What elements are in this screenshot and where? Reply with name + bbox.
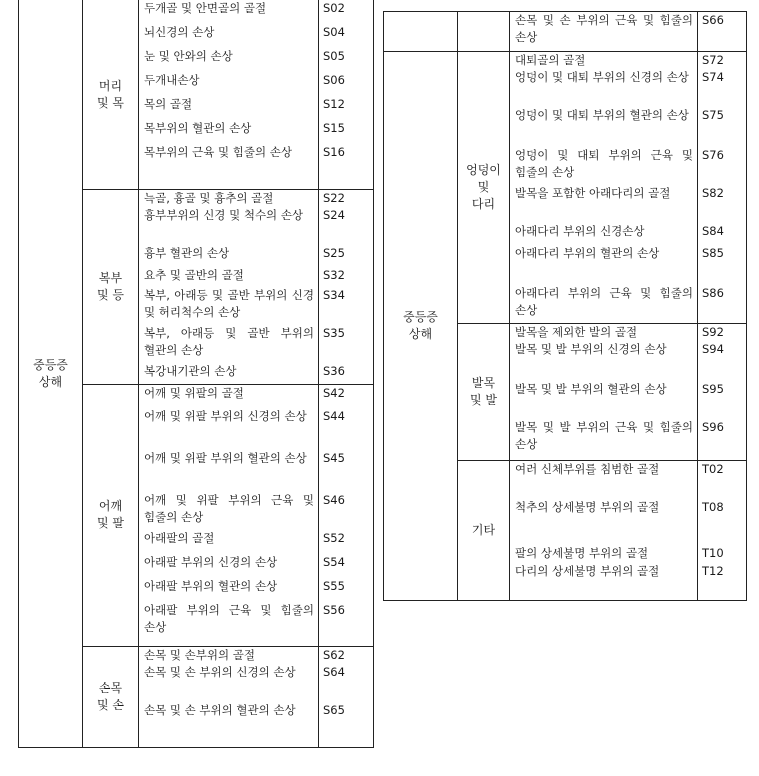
diagnosis-code: S74 xyxy=(698,69,747,107)
diagnosis-code: S36 xyxy=(319,363,374,384)
diagnosis-code: S62 xyxy=(319,646,374,664)
injury-description: 엉덩이 및 대퇴 부위의 혈관의 손상 xyxy=(510,107,698,147)
injury-description: 복부, 아래등 및 골반 부위의 혈관의 손상 xyxy=(139,325,319,363)
injury-description: 발목을 포함한 아래다리의 골절 xyxy=(510,185,698,223)
injury-description: 흉부부위의 신경 및 척수의 손상 xyxy=(139,207,319,245)
diagnosis-code: T02 xyxy=(698,461,747,499)
injury-description: 손목 및 손부위의 골절 xyxy=(139,646,319,664)
diagnosis-code: S96 xyxy=(698,419,747,461)
injury-description: 아래팔의 골절 xyxy=(139,530,319,554)
diagnosis-code: S84 xyxy=(698,223,747,245)
injury-description: 발목 및 발 부위의 신경의 손상 xyxy=(510,341,698,381)
diagnosis-code: T12 xyxy=(698,563,747,601)
table-row xyxy=(19,0,374,24)
diagnosis-code: S86 xyxy=(698,285,747,323)
body-region: 어깨 및 팔 xyxy=(83,384,139,646)
injury-description: 손목 및 손 부위의 혈관의 손상 xyxy=(139,702,319,748)
diagnosis-code: S45 xyxy=(319,450,374,492)
diagnosis-code: S72 xyxy=(698,52,747,70)
injury-description: 여러 신체부위를 침범한 골절 xyxy=(510,461,698,499)
diagnosis-code: S52 xyxy=(319,530,374,554)
injury-description: 엉덩이 및 대퇴 부위의 신경의 손상 xyxy=(510,69,698,107)
diagnosis-code: S56 xyxy=(319,602,374,646)
injury-description: 흉부 혈관의 손상 xyxy=(139,245,319,267)
diagnosis-code: T08 xyxy=(698,499,747,545)
injury-description: 아래다리 부위의 근육 및 힘줄의 손상 xyxy=(510,285,698,323)
injury-description: 팔의 상세불명 부위의 골절 xyxy=(510,545,698,563)
diagnosis-code: S05 xyxy=(319,48,374,72)
body-region: 손목 및 손 xyxy=(83,646,139,748)
diagnosis-code: S25 xyxy=(319,245,374,267)
body-region: 기타 xyxy=(458,461,510,601)
blank-cell xyxy=(384,12,458,52)
diagnosis-code: S44 xyxy=(319,408,374,450)
diagnosis-code: S04 xyxy=(319,24,374,48)
diagnosis-code: S94 xyxy=(698,341,747,381)
injury-description: 척추의 상세불명 부위의 골절 xyxy=(510,499,698,545)
injury-description: 두개내손상 xyxy=(139,72,319,96)
page-bottom-blank xyxy=(380,633,759,776)
injury-description: 뇌신경의 손상 xyxy=(139,24,319,48)
diagnosis-code: S35 xyxy=(319,325,374,363)
injury-description: 엉덩이 및 대퇴 부위의 근육 및 힘줄의 손상 xyxy=(510,147,698,185)
diagnosis-code: S92 xyxy=(698,323,747,341)
blank-cell xyxy=(458,12,510,52)
diagnosis-code: S02 xyxy=(319,0,374,24)
injury-description: 아래다리 부위의 혈관의 손상 xyxy=(510,245,698,285)
diagnosis-code: S82 xyxy=(698,185,747,223)
diagnosis-code: S65 xyxy=(319,702,374,748)
diagnosis-code: S66 xyxy=(698,12,747,52)
diagnosis-code: S32 xyxy=(319,267,374,287)
injury-code-table-right xyxy=(383,11,747,601)
diagnosis-code: S85 xyxy=(698,245,747,285)
injury-description: 손목 및 손 부위의 신경의 손상 xyxy=(139,664,319,702)
injury-description: 다리의 상세불명 부위의 골절 xyxy=(510,563,698,601)
injury-description: 목부위의 근육 및 힘줄의 손상 xyxy=(139,144,319,190)
diagnosis-code: S22 xyxy=(319,190,374,208)
body-region: 복부 및 등 xyxy=(83,190,139,385)
injury-description: 손목 및 손 부위의 근육 및 힘줄의 손상 xyxy=(510,12,698,52)
body-region: 엉덩이 및 다리 xyxy=(458,52,510,324)
diagnosis-code: S64 xyxy=(319,664,374,702)
injury-description: 목부위의 혈관의 손상 xyxy=(139,120,319,144)
severity-category: 중등증 상해 xyxy=(384,52,458,601)
injury-description: 아래팔 부위의 혈관의 손상 xyxy=(139,578,319,602)
diagnosis-code: S76 xyxy=(698,147,747,185)
injury-description: 발목을 제외한 발의 골절 xyxy=(510,323,698,341)
injury-code-table-left xyxy=(18,0,374,748)
injury-description: 복강내기관의 손상 xyxy=(139,363,319,384)
diagnosis-code: S34 xyxy=(319,287,374,325)
diagnosis-code: S75 xyxy=(698,107,747,147)
body-region: 머리 및 목 xyxy=(83,0,139,190)
injury-description: 발목 및 발 부위의 혈관의 손상 xyxy=(510,381,698,419)
diagnosis-code: S95 xyxy=(698,381,747,419)
diagnosis-code: T10 xyxy=(698,545,747,563)
table-row xyxy=(384,52,747,70)
injury-description: 아래다리 부위의 신경손상 xyxy=(510,223,698,245)
injury-description: 발목 및 발 부위의 근육 및 힘줄의 손상 xyxy=(510,419,698,461)
injury-description: 목의 골절 xyxy=(139,96,319,120)
injury-description: 아래팔 부위의 근육 및 힘줄의 손상 xyxy=(139,602,319,646)
injury-description: 요추 및 골반의 골절 xyxy=(139,267,319,287)
injury-description: 어깨 및 위팔 부위의 근육 및 힘줄의 손상 xyxy=(139,492,319,530)
diagnosis-code: S15 xyxy=(319,120,374,144)
diagnosis-code: S16 xyxy=(319,144,374,190)
injury-description: 대퇴골의 골절 xyxy=(510,52,698,70)
diagnosis-code: S12 xyxy=(319,96,374,120)
injury-description: 눈 및 안와의 손상 xyxy=(139,48,319,72)
injury-description: 늑골, 흉골 및 흉추의 골절 xyxy=(139,190,319,208)
diagnosis-code: S42 xyxy=(319,384,374,408)
diagnosis-code: S54 xyxy=(319,554,374,578)
injury-description: 두개골 및 안면골의 골절 xyxy=(139,0,319,24)
injury-description: 어깨 및 위팔 부위의 혈관의 손상 xyxy=(139,450,319,492)
diagnosis-code: S24 xyxy=(319,207,374,245)
injury-description: 복부, 아래등 및 골반 부위의 신경 및 허리척수의 손상 xyxy=(139,287,319,325)
injury-description: 어깨 및 위팔의 골절 xyxy=(139,384,319,408)
severity-category: 중등증 상해 xyxy=(19,0,83,748)
injury-description: 아래팔 부위의 신경의 손상 xyxy=(139,554,319,578)
injury-description: 어깨 및 위팔 부위의 신경의 손상 xyxy=(139,408,319,450)
body-region: 발목 및 발 xyxy=(458,323,510,461)
diagnosis-code: S46 xyxy=(319,492,374,530)
diagnosis-code: S06 xyxy=(319,72,374,96)
diagnosis-code: S55 xyxy=(319,578,374,602)
